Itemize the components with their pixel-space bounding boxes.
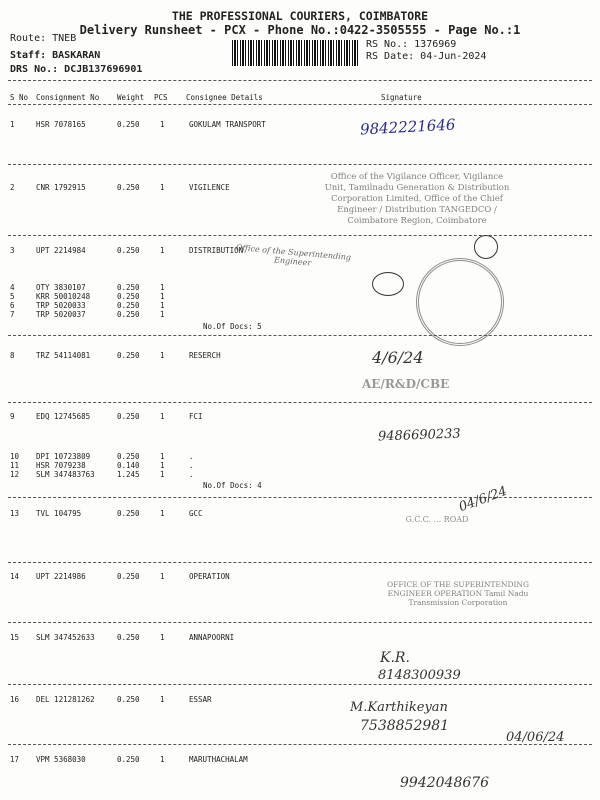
row-consignment: UPT 2214986 <box>36 572 86 581</box>
divider <box>8 104 592 105</box>
row-sno: 9 <box>10 412 15 421</box>
row-details: . <box>189 470 194 479</box>
table-row <box>0 695 600 705</box>
divider <box>8 164 592 165</box>
no-of-docs-2: No.Of Docs: 4 <box>203 481 262 490</box>
divider <box>8 80 592 81</box>
row-details: OPERATION <box>189 572 230 581</box>
row-pcs: 1 <box>160 461 165 470</box>
divider <box>8 562 592 563</box>
round-seal-stamp <box>416 258 504 346</box>
row-details: FCI <box>189 412 203 421</box>
row-pcs: 1 <box>160 292 165 301</box>
row-consignment: SLM 347452633 <box>36 633 95 642</box>
row-sno: 3 <box>10 246 15 255</box>
row-consignment: CNR 1792915 <box>36 183 86 192</box>
handwritten-circle-mark <box>474 235 498 259</box>
row-weight: 0.250 <box>117 509 140 518</box>
signature-row-17: 9942048676 <box>400 775 490 791</box>
row-sno: 15 <box>10 633 20 642</box>
row-details: MARUTHACHALAM <box>189 755 248 764</box>
row-weight: 0.250 <box>117 572 140 581</box>
row-pcs: 1 <box>160 310 165 319</box>
row-pcs: 1 <box>160 246 165 255</box>
col-sno: S No <box>10 93 29 102</box>
signature-row-16-name: M.Karthikeyan <box>350 700 448 715</box>
table-row <box>0 412 600 422</box>
row-details: ANNAPOORNI <box>189 633 235 642</box>
operation-stamp: OFFICE OF THE SUPERINTENDING ENGINEER OPERATION Tamil Nadu Transmission Corporation <box>387 580 529 607</box>
divider <box>8 744 592 745</box>
row-sno: 4 <box>10 283 15 292</box>
row-weight: 0.250 <box>117 246 140 255</box>
row-weight: 0.250 <box>117 292 140 301</box>
row-details: ESSAR <box>189 695 212 704</box>
row-consignment: TRP 5020033 <box>36 301 86 310</box>
signature-row-16-date: 04/06/24 <box>506 730 565 745</box>
row-consignment: EDQ 12745685 <box>36 412 91 421</box>
signature-row-15-name: K.R. <box>380 650 410 666</box>
row-consignment: UPT 2214984 <box>36 246 86 255</box>
signature-row-16-phone: 7538852981 <box>360 718 450 734</box>
row-sno: 16 <box>10 695 20 704</box>
row-weight: 0.250 <box>117 120 140 129</box>
row-consignment: VPM 5368030 <box>36 755 86 764</box>
row-pcs: 1 <box>160 412 165 421</box>
row-sno: 14 <box>10 572 20 581</box>
gcc-stamp: G.C.C. ... ROAD <box>405 515 469 524</box>
route-label: Route: TNEB <box>10 33 77 44</box>
signature-row-13: 04/6/24 <box>456 483 510 516</box>
col-consignment: Consignment No <box>36 93 100 102</box>
row-consignment: HSR 7079238 <box>36 461 86 470</box>
signature-row-1: 9842221646 <box>359 115 456 139</box>
row-consignment: SLM 347483763 <box>36 470 95 479</box>
row-sno: 13 <box>10 509 20 518</box>
divider <box>8 684 592 685</box>
row-details: . <box>189 461 194 470</box>
drs-number: DRS No.: DCJB137696901 <box>10 64 143 75</box>
row-sno: 17 <box>10 755 20 764</box>
row-weight: 0.140 <box>117 461 140 470</box>
row-weight: 0.250 <box>117 351 140 360</box>
row-sno: 10 <box>10 452 20 461</box>
row-pcs: 1 <box>160 283 165 292</box>
table-row <box>0 351 600 361</box>
row-weight: 0.250 <box>117 695 140 704</box>
row-pcs: 1 <box>160 695 165 704</box>
row-consignment: HSR 7078165 <box>36 120 86 129</box>
table-row <box>0 310 600 320</box>
row-weight: 0.250 <box>117 301 140 310</box>
row-sno: 1 <box>10 120 15 129</box>
col-details: Consignee Details <box>186 93 263 102</box>
table-row <box>0 120 600 130</box>
runsheet-subtitle: Delivery Runsheet - PCX - Phone No.:0422-3505555 - Page No.:1 <box>79 23 521 37</box>
row-sno: 7 <box>10 310 15 319</box>
col-pcs: PCS <box>154 93 168 102</box>
row-consignment: TRZ 54114081 <box>36 351 91 360</box>
rs-date: RS Date: 04-Jun-2024 <box>366 51 487 62</box>
row-sno: 2 <box>10 183 15 192</box>
row-pcs: 1 <box>160 301 165 310</box>
superintending-stamp: Office of the Superintending Engineer <box>235 242 352 268</box>
row-consignment: TVL 104795 <box>36 509 82 518</box>
row-details: GOKULAM TRANSPORT <box>189 120 266 129</box>
row-pcs: 1 <box>160 572 165 581</box>
table-row <box>0 755 600 765</box>
row-details: DISTRIBUTION <box>189 246 244 255</box>
row-weight: 0.250 <box>117 452 140 461</box>
row-consignment: OTY 3830107 <box>36 283 86 292</box>
row-weight: 0.250 <box>117 412 140 421</box>
row-sno: 12 <box>10 470 20 479</box>
row-pcs: 1 <box>160 470 165 479</box>
row-consignment: DEL 121281262 <box>36 695 95 704</box>
row-weight: 0.250 <box>117 183 140 192</box>
row-consignment: DPI 10723809 <box>36 452 91 461</box>
row-sno: 8 <box>10 351 15 360</box>
divider <box>8 402 592 403</box>
row-consignment: TRP 5020037 <box>36 310 86 319</box>
signature-row-15-phone: 8148300939 <box>378 668 461 683</box>
row-pcs: 1 <box>160 452 165 461</box>
divider <box>8 235 592 236</box>
row-weight: 0.250 <box>117 283 140 292</box>
signature-row-9: 9486690233 <box>377 426 461 445</box>
row-details: RESERCH <box>189 351 221 360</box>
no-of-docs-1: No.Of Docs: 5 <box>203 322 262 331</box>
divider <box>8 622 592 623</box>
barcode-image <box>232 40 358 66</box>
row-weight: 1.245 <box>117 470 140 479</box>
row-weight: 0.250 <box>117 633 140 642</box>
row-details: VIGILENCE <box>189 183 230 192</box>
row-pcs: 1 <box>160 755 165 764</box>
col-signature: Signature <box>381 93 422 102</box>
row-pcs: 1 <box>160 509 165 518</box>
signature-row-8: 4/6/24 <box>372 348 424 367</box>
row-pcs: 1 <box>160 183 165 192</box>
handwritten-circle-mark <box>372 272 404 296</box>
row-sno: 11 <box>10 461 20 470</box>
divider <box>8 335 592 336</box>
staff-label: Staff: BASKARAN <box>10 50 101 61</box>
company-title: THE PROFESSIONAL COURIERS, COIMBATORE <box>171 9 429 23</box>
row-weight: 0.250 <box>117 310 140 319</box>
row-pcs: 1 <box>160 120 165 129</box>
aerd-stamp: AE/R&D/CBE <box>362 377 450 391</box>
table-row <box>0 633 600 643</box>
row-pcs: 1 <box>160 351 165 360</box>
rs-number: RS No.: 1376969 <box>366 39 457 50</box>
table-row <box>0 470 600 480</box>
row-details: GCC <box>189 509 203 518</box>
row-sno: 5 <box>10 292 15 301</box>
row-pcs: 1 <box>160 633 165 642</box>
row-consignment: KRR 50010248 <box>36 292 91 301</box>
row-weight: 0.250 <box>117 755 140 764</box>
col-weight: Weight <box>117 93 145 102</box>
row-details: . <box>189 452 194 461</box>
vigilance-stamp: Office of the Vigilance Officer, Vigilance Unit, Tamilnadu Generation & Distribution Corporation Limited, Office of the Chief Engineer / Distribution TANGEDCO / Coimbatore Region, Coimbatore <box>324 172 510 226</box>
row-sno: 6 <box>10 301 15 310</box>
